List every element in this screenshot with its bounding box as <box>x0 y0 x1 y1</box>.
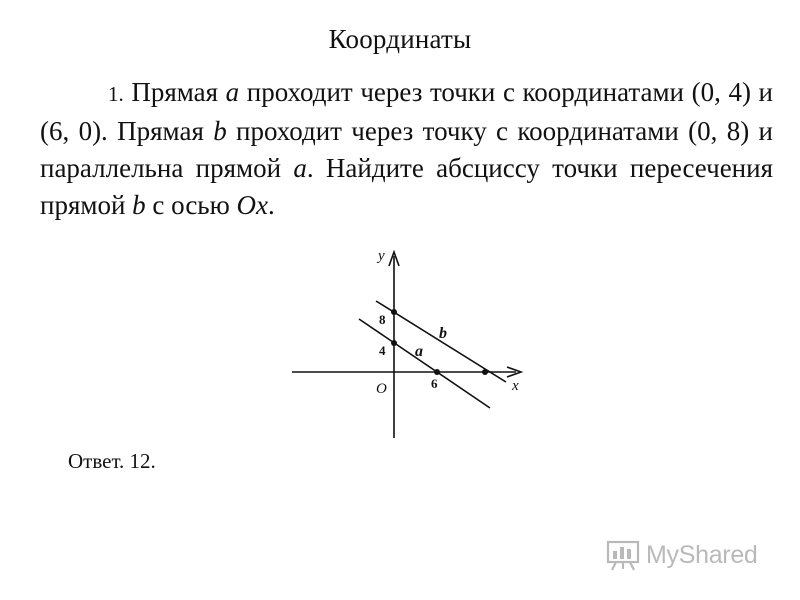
y-axis-label: y <box>378 248 385 264</box>
point-12-0 <box>482 369 488 375</box>
answer-text: Ответ. 12. <box>68 449 156 473</box>
line-b-label: b <box>439 325 447 342</box>
line-b-variable: b <box>213 116 227 146</box>
coordinate-figure <box>280 238 540 443</box>
tick-label-6: 6 <box>431 376 438 391</box>
watermark-brand: MyShared <box>646 540 758 569</box>
problem-text-part: с осью <box>145 190 237 220</box>
origin-label: O <box>376 381 387 397</box>
line-a-variable: a <box>225 77 240 107</box>
tick-label-4: 4 <box>379 343 386 358</box>
line-b-variable: b <box>132 190 146 220</box>
x-axis-label: x <box>512 378 519 394</box>
slide-title: Координаты <box>328 24 472 54</box>
problem-statement <box>40 74 773 224</box>
tick-label-8: 8 <box>379 312 386 327</box>
problem-number: 1. <box>108 82 124 106</box>
presentation-board-icon <box>606 538 640 572</box>
point-0-8 <box>391 309 397 315</box>
point-0-4 <box>391 340 397 346</box>
point-6-0 <box>434 369 440 375</box>
line-a-label: a <box>415 343 423 360</box>
line-a-variable: a <box>293 153 307 183</box>
problem-text-part: . <box>268 190 275 220</box>
problem-text-part: Прямая <box>123 77 226 107</box>
problem-text-part: проходит через точку с координатами (0, 8) и параллельна прямой <box>40 116 773 183</box>
problem-text-part: . Найдите абсциссу точки пересечения прямой <box>40 153 773 220</box>
axis-name: Ox <box>236 190 269 220</box>
watermark <box>606 536 758 574</box>
problem-text-part: проходит через точки с координатами (0, 4) и (6, 0). Прямая <box>40 77 773 146</box>
